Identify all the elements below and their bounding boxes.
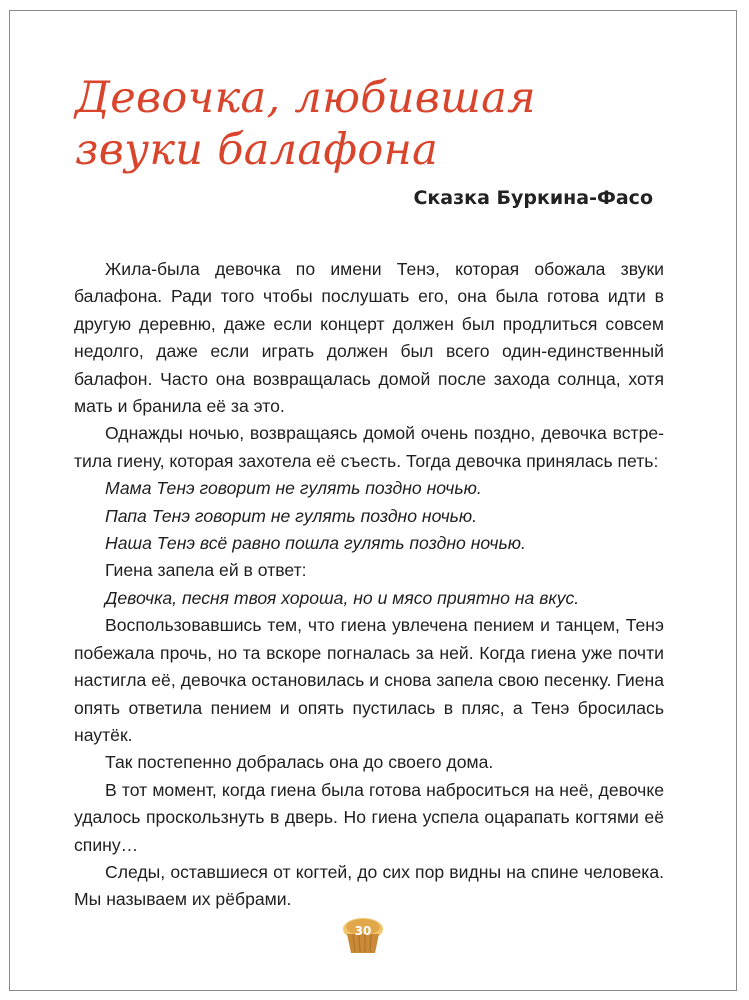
title-line-2: звуки балафона: [75, 125, 439, 175]
page-number-badge: [341, 915, 385, 955]
story-title: [75, 72, 536, 176]
title-line-1: Девочка, любившая: [75, 73, 536, 123]
paragraph: Однажды ночью, возвращаясь домой очень поздно, девочка встретила гиену, которая захотела её съесть. Тогда девочка принялась петь:: [74, 423, 664, 471]
paragraph: Так постепенно добралась она до своего дома.: [105, 752, 494, 773]
song-line: Мама Тенэ говорит не гулять поздно ночью.: [105, 478, 482, 499]
paragraph: Жила-была девочка по имени Тенэ, которая обожала звуки балафона. Ради того чтобы послушать его, она была готова идти в другую деревню, даже если концерт должен был продлиться совсем недолго, даже если играть должен был всего один-единственный балафон. Часто она возвращалась домой после захода солнца, хотя мать и бранила её за это.: [74, 259, 664, 417]
song-line: Папа Тенэ говорит не гулять поздно ночью.: [105, 505, 478, 526]
paragraph: В тот момент, когда гиена была готова наброситься на неё, девочке удалось проскользнуть в дверь. Но гиена успела оцарапать когтями её спину…: [74, 779, 664, 855]
page-number: 30: [354, 924, 372, 938]
story-subtitle: Сказка Буркина-Фасо: [413, 187, 653, 209]
story-body: [74, 256, 664, 914]
song-line: Наша Тенэ всё равно пошла гулять поздно ночью.: [105, 533, 526, 554]
paragraph: Гиена запела ей в ответ:: [105, 560, 307, 581]
paragraph: Следы, оставшиеся от когтей, до сих пор видны на спине человека. Мы называем их рёбрами.: [74, 861, 664, 910]
song-line: Девочка, песня твоя хороша, но и мясо приятно на вкус.: [105, 587, 580, 608]
paragraph: Воспользовавшись тем, что гиена увлечена пением и танцем, Тенэ побежала прочь, но та вскоре погналась за ней. Когда гиена уже почти настигла её, девочка остановилась и снова запела свою песенку. Гиена опять ответила пением и опять пустилась в пляс, а Тенэ бросилась наутёк.: [74, 615, 664, 745]
